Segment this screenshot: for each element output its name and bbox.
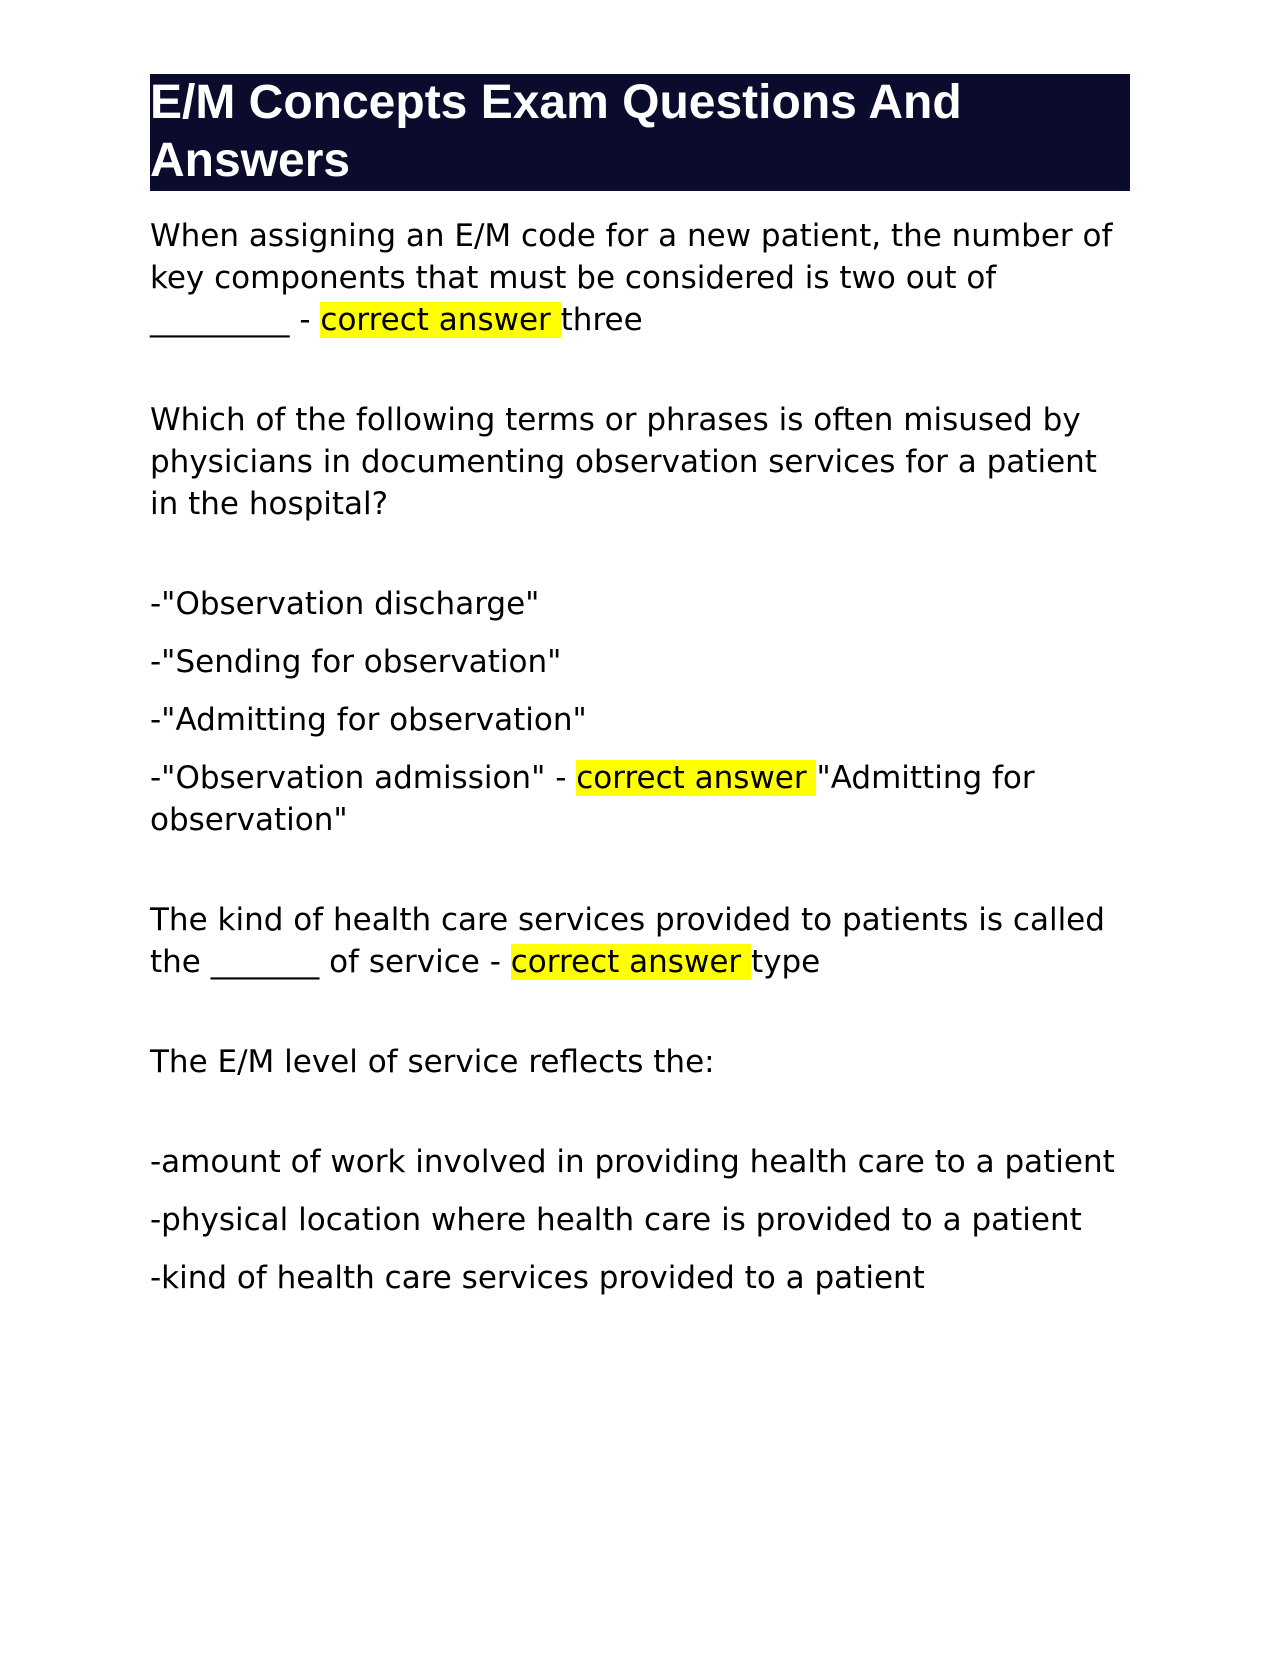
answer-2: "Admitting for observation" (150, 760, 1035, 838)
correct-answer-label: correct answer (510, 944, 751, 980)
question-2-option-1: -"Observation discharge" (150, 586, 540, 622)
question-4: The E/M level of service reflects the: (150, 1044, 715, 1080)
question-3 (150, 899, 1130, 983)
question-2-text-visible: Which of the following terms or phrases is often misused by physicians in documenting observation services for a patient in the hospital? (150, 402, 1097, 522)
question-1 (150, 215, 1130, 341)
question-2-option-3: -"Admitting for observation" (150, 702, 587, 738)
question-4-option-2: -physical location where health care is provided to a patient (150, 1202, 1082, 1238)
correct-answer-label: correct answer (576, 760, 817, 796)
question-2-option-4 (150, 757, 1130, 841)
answer-1: three (560, 302, 643, 338)
question-3-text: The kind of health care services provided to patients is called the _______ of service - (150, 902, 1105, 980)
question-4-option-1: -amount of work involved in providing health care to a patient (150, 1144, 1115, 1180)
question-2-option-4-text: -"Observation admission" - (150, 760, 577, 796)
document-page (150, 74, 1130, 1299)
correct-answer-label: correct answer (320, 302, 561, 338)
document-title (150, 74, 1130, 191)
question-4-option-3: -kind of health care services provided to a patient (150, 1260, 925, 1296)
question-2-option-2: -"Sending for observation" (150, 644, 562, 680)
question-2 (150, 399, 1130, 525)
question-1-text: When assigning an E/M code for a new patient, the number of key components that must be considered is two out of _________ - (150, 218, 1113, 338)
document-title-text: E/M Concepts Exam Questions And Answers (150, 76, 962, 187)
answer-3: type (751, 944, 821, 980)
